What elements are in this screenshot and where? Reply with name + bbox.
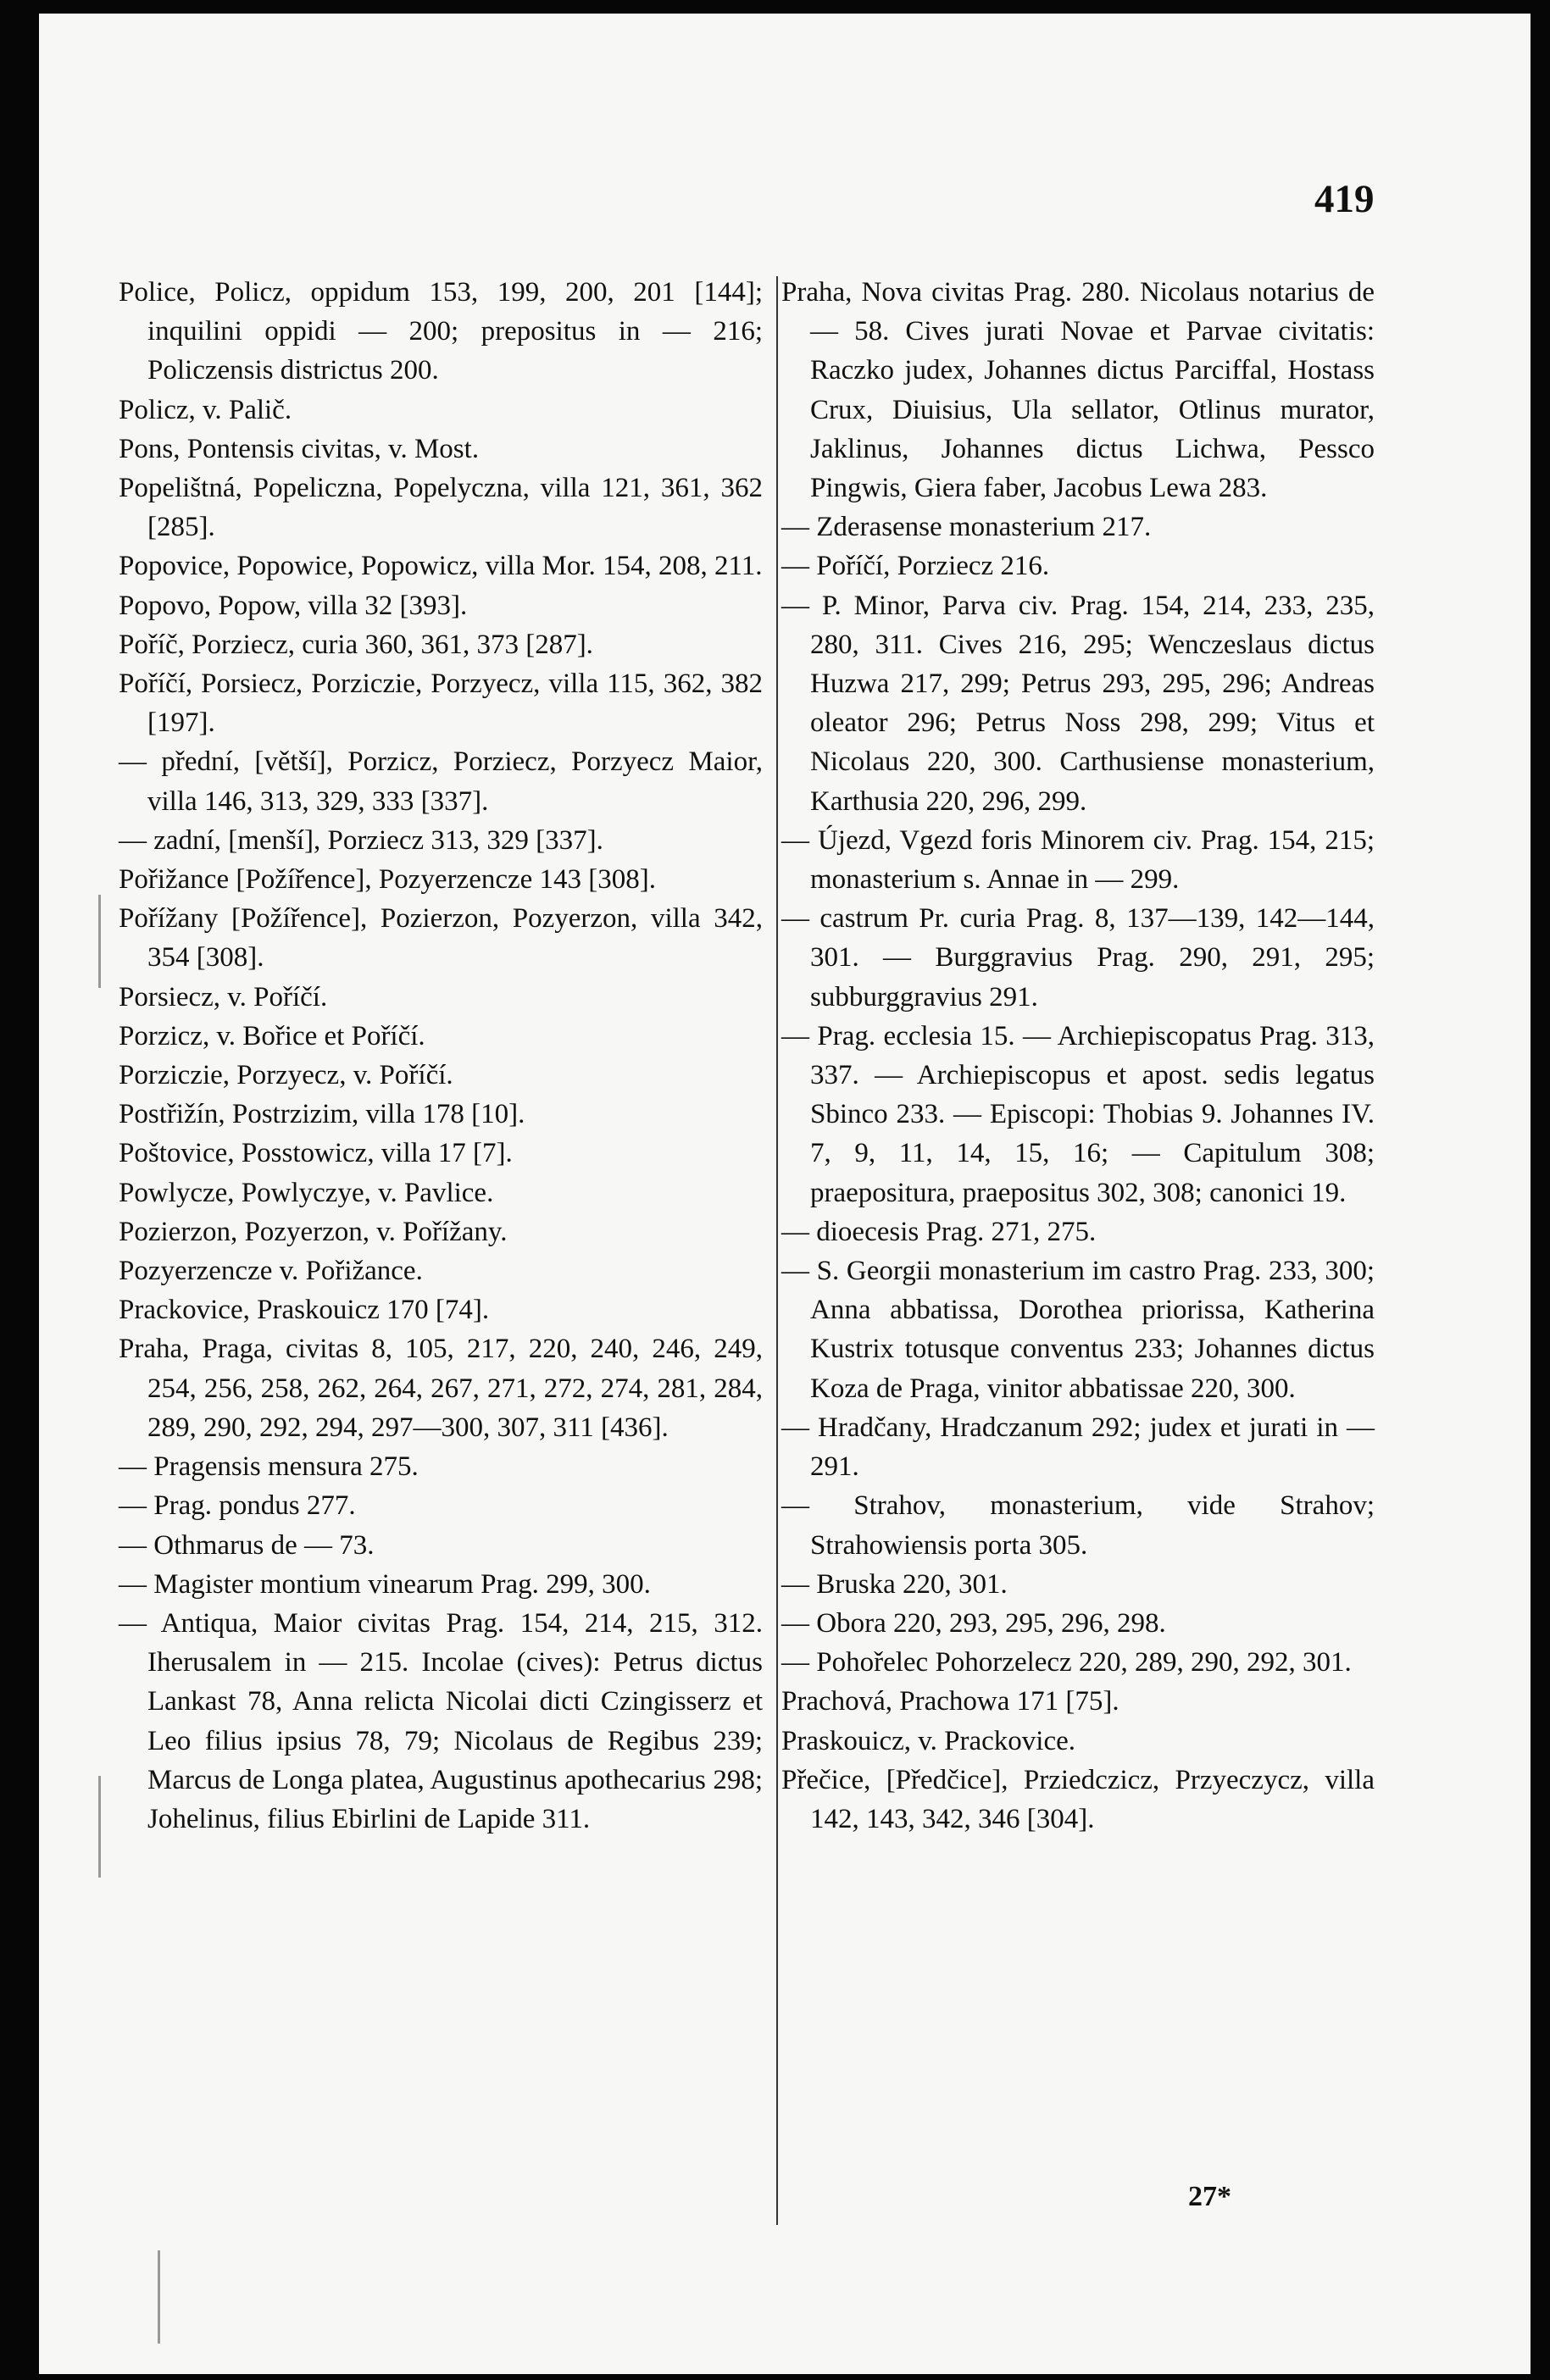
index-entry: Popovice, Popowice, Popowicz, villa Mor. 154, 208, 211. [119,551,763,582]
index-entry: — Prag. ecclesia 15. — Archiepiscopatus Prag. 313, 337. — Archiepiscopus et apost. sedis legatus Sbinco 233. — Episcopi: Thobias 9. Johannes IV. 7, 9, 11, 14, 15, 16; — Capitulum 308; praepositura, praepositus 302, 308; canonici 19. [781,1020,1375,1208]
index-entry: — zadní, [menší], Porziecz 313, 329 [337]. [119,824,603,856]
index-entry: — Bruska 220, 301. [781,1568,1008,1600]
page-number: 419 [1314,177,1375,221]
index-entry: Popovo, Popow, villa 32 [393]. [119,590,468,621]
index-entry: Police, Policz, oppidum 153, 199, 200, 201 [144]; inquilini oppidi — 200; prepositus in — 216; Policzensis districtus 200. [119,277,763,386]
column-divider [776,276,778,2225]
index-entry: Přečice, [Předčice], Prziedczicz, Przyeczycz, villa 142, 143, 342, 346 [304]. [781,1764,1375,1834]
index-entry: Pořižance [Požířence], Pozyerzencze 143 [308]. [119,864,657,896]
index-entry: Prackovice, Praskouicz 170 [74]. [119,1295,490,1326]
index-entry: Pořížany [Požířence], Pozierzon, Pozyerzon, villa 342, 354 [308]. [119,903,763,974]
index-entry: Praskouicz, v. Prackovice. [781,1725,1075,1756]
index-entry: — Antiqua, Maior civitas Prag. 154, 214, 215, 312. Iherusalem in — 215. Incolae (cives): Petrus dictus Lankast 78, Anna relicta Nicolai dicti Czingisserz et Leo filius ipsius 78, 79; Nicolaus de Regibus 239; Marcus de Longa platea, Augustinus apothecarius 298; Johelinus, filius Ebirlini de Lapide 311. [119,1607,763,1834]
index-entry: Policz, v. Palič. [119,394,292,425]
index-entry: — Prag. pondus 277. [119,1490,356,1522]
index-entry: Powlycze, Powlyczye, v. Pavlice. [119,1177,494,1208]
index-entry: Prachová, Prachowa 171 [75]. [781,1686,1119,1717]
document-page [39,14,1531,2374]
binding-mark [98,895,101,988]
index-entry: Praha, Nova civitas Prag. 280. Nicolaus notarius de — 58. Cives jurati Novae et Parvae civitatis: Raczko judex, Johannes dictus Parciffal, Hostass Crux, Diuisius, Ula sellator, Otlinus murator, Jaklinus, Johannes dictus Lichwa, Pessco Pingwis, Giera faber, Jacobus Lewa 283. [781,277,1375,504]
index-entry: — Othmarus de — 73. [119,1529,375,1561]
index-entry: — Strahov, monasterium, vide Strahov; Strahowiensis porta 305. [781,1490,1375,1561]
index-entry: Poříčí, Porsiecz, Porziczie, Porzyecz, villa 115, 362, 382 [197]. [119,669,763,739]
binding-mark [98,1776,101,1878]
sheet-signature: 27* [1188,2181,1231,2212]
index-entry: Porziczie, Porzyecz, v. Poříčí. [119,1060,453,1091]
index-entry: — přední, [větší], Porzicz, Porziecz, Porzyecz Maior, villa 146, 313, 329, 333 [337]. [119,746,763,817]
index-entry: Poříč, Porziecz, curia 360, 361, 373 [287]. [119,629,593,660]
index-entry: — Újezd, Vgezd foris Minorem civ. Prag. 154, 215; monasterium s. Annae in — 299. [781,824,1375,896]
index-entry: Porsiecz, v. Poříčí. [119,981,328,1012]
index-entry: — Obora 220, 293, 295, 296, 298. [781,1607,1166,1639]
index-entry: Postřižín, Postrzizim, villa 178 [10]. [119,1099,525,1130]
index-entry: — Magister montium vinearum Prag. 299, 300. [119,1568,651,1600]
index-entry: — Poříčí, Porziecz 216. [781,551,1050,582]
index-entry: Praha, Praga, civitas 8, 105, 217, 220, 240, 246, 249, 254, 256, 258, 262, 264, 267, 271, 272, 274, 281, 284, 289, 290, 292, 294, 297—300, 307, 311 [436]. [119,1334,763,1443]
index-entry: — castrum Pr. curia Prag. 8, 137—139, 142—144, 301. — Burggravius Prag. 290, 291, 295; subburggravius 291. [781,903,1375,1012]
index-entry: — P. Minor, Parva civ. Prag. 154, 214, 233, 235, 280, 311. Cives 216, 295; Wenczeslaus dictus Huzwa 217, 299; Petrus 293, 295, 296; Andreas oleator 296; Petrus Noss 298, 299; Vitus et Nicolaus 220, 300. Carthusiense monasterium, Karthusia 220, 296, 299. [781,590,1375,817]
index-entry: Poštovice, Posstowicz, villa 17 [7]. [119,1138,513,1169]
index-entry: — Hradčany, Hradczanum 292; judex et jurati in — 291. [781,1412,1375,1483]
left-column [119,273,763,1839]
index-entry: Pozyerzencze v. Pořižance. [119,1256,423,1287]
right-column [781,273,1375,1839]
index-entry: Pozierzon, Pozyerzon, v. Pořížany. [119,1216,508,1247]
index-entry: Popelištná, Popeliczna, Popelyczna, villa 121, 361, 362 [285]. [119,473,763,543]
binding-mark [158,2250,160,2344]
index-entry: — dioecesis Prag. 271, 275. [781,1216,1097,1247]
index-entry: — Pragensis mensura 275. [119,1451,419,1483]
index-entry: — S. Georgii monasterium im castro Prag. 233, 300; Anna abbatissa, Dorothea priorissa, Katherina Kustrix totusque conventus 233; Johannes dictus Koza de Praga, vinitor abbatissae 220, 300. [781,1256,1375,1404]
index-entry: — Pohořelec Pohorzelecz 220, 289, 290, 292, 301. [781,1647,1352,1678]
index-entry: — Zderasense monasterium 217. [781,512,1152,543]
index-entry: Pons, Pontensis civitas, v. Most. [119,433,480,464]
index-entry: Porzicz, v. Bořice et Poříčí. [119,1020,425,1051]
